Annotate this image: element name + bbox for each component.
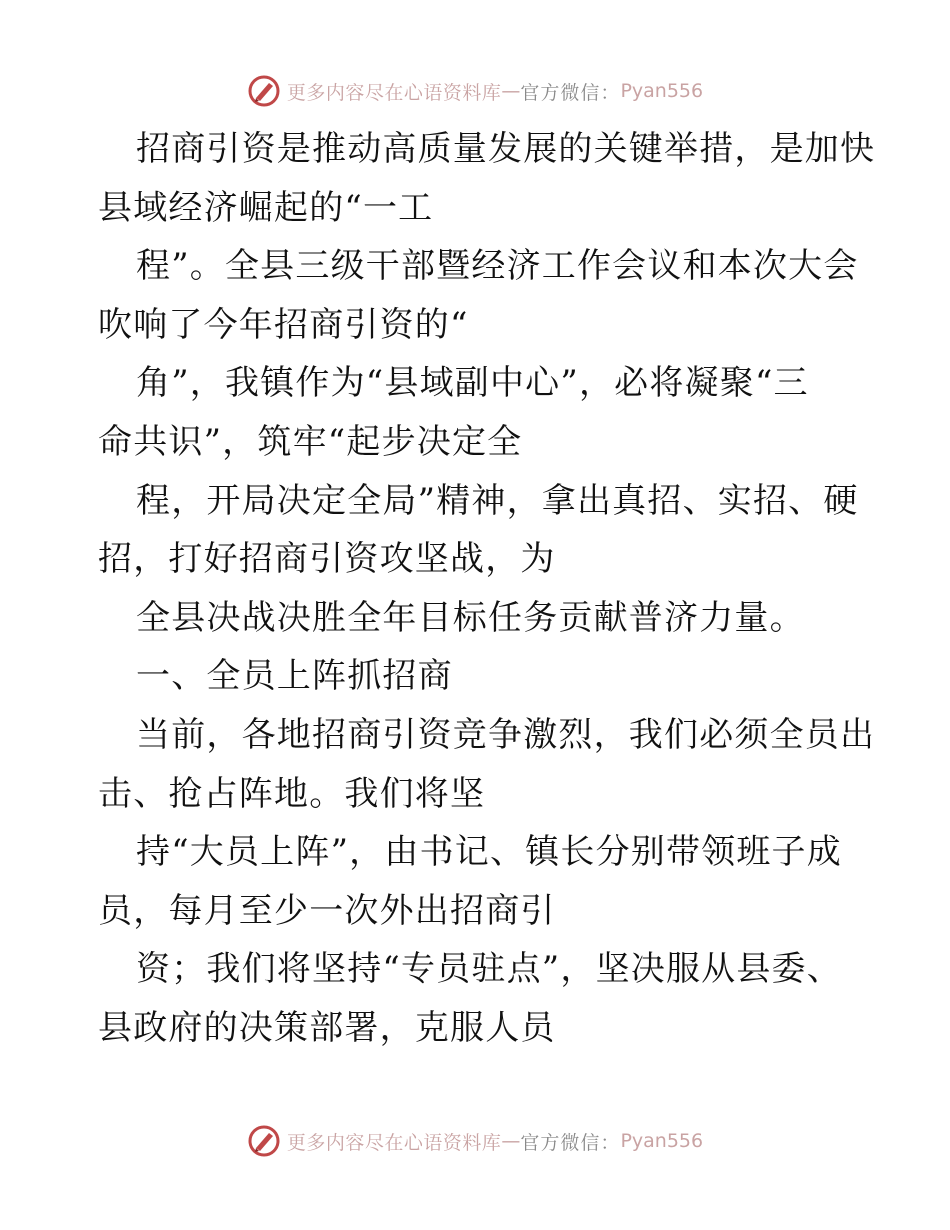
body-line: 员，每月至少一次外出招商引 [98,890,556,931]
pen-logo-icon [247,74,281,108]
body-line: 吹响了今年招商引资的“ [98,304,469,345]
footer-dash: — [501,1130,521,1152]
footer-brand-text: 更多内容尽在心语资料库 [286,1131,502,1154]
header-watermark [0,71,950,111]
body-line: 全县决战决胜全年目标任务贡献普济力量。 [136,597,805,638]
footer-official-label: 官方微信： [520,1131,621,1154]
body-line: 当前，各地招商引资竞争激烈，我们必须全员出 [136,714,876,755]
header-brand-text: 更多内容尽在心语资料库 [286,81,502,104]
body-line: 招，打好招商引资攻坚战，为 [98,539,556,580]
document-body [98,120,876,1058]
body-line: 命共识”，筑牢“起步决定全 [98,421,523,462]
pen-logo-icon [247,1124,281,1158]
body-line: 招商引资是推动高质量发展的关键举措，是加快 [136,129,876,169]
body-line: 县政府的决策部署，克服人员 [98,1007,556,1048]
header-dash: — [501,80,521,102]
header-official-label: 官方微信： [520,81,621,104]
body-line: 程，开局决定全局”精神，拿出真招、实招、硬 [136,480,859,521]
body-line: 击、抢占阵地。我们将坚 [98,773,486,814]
footer-watermark [0,1121,950,1161]
body-line: 角”，我镇作为“县域副中心”，必将凝聚“三 [136,363,809,404]
section-heading: 一、全员上阵抓招商 [136,656,453,697]
body-line: 程”。全县三级干部暨经济工作会议和本次大会 [136,246,859,287]
footer-wechat-id: Pyan556 [620,1130,704,1152]
body-line: 资；我们将坚持“专员驻点”，坚决服从县委、 [136,949,842,990]
body-line: 持“大员上阵”，由书记、镇长分别带领班子成 [136,832,842,873]
body-line: 县域经济崛起的“一工 [98,187,434,228]
header-wechat-id: Pyan556 [620,80,704,102]
